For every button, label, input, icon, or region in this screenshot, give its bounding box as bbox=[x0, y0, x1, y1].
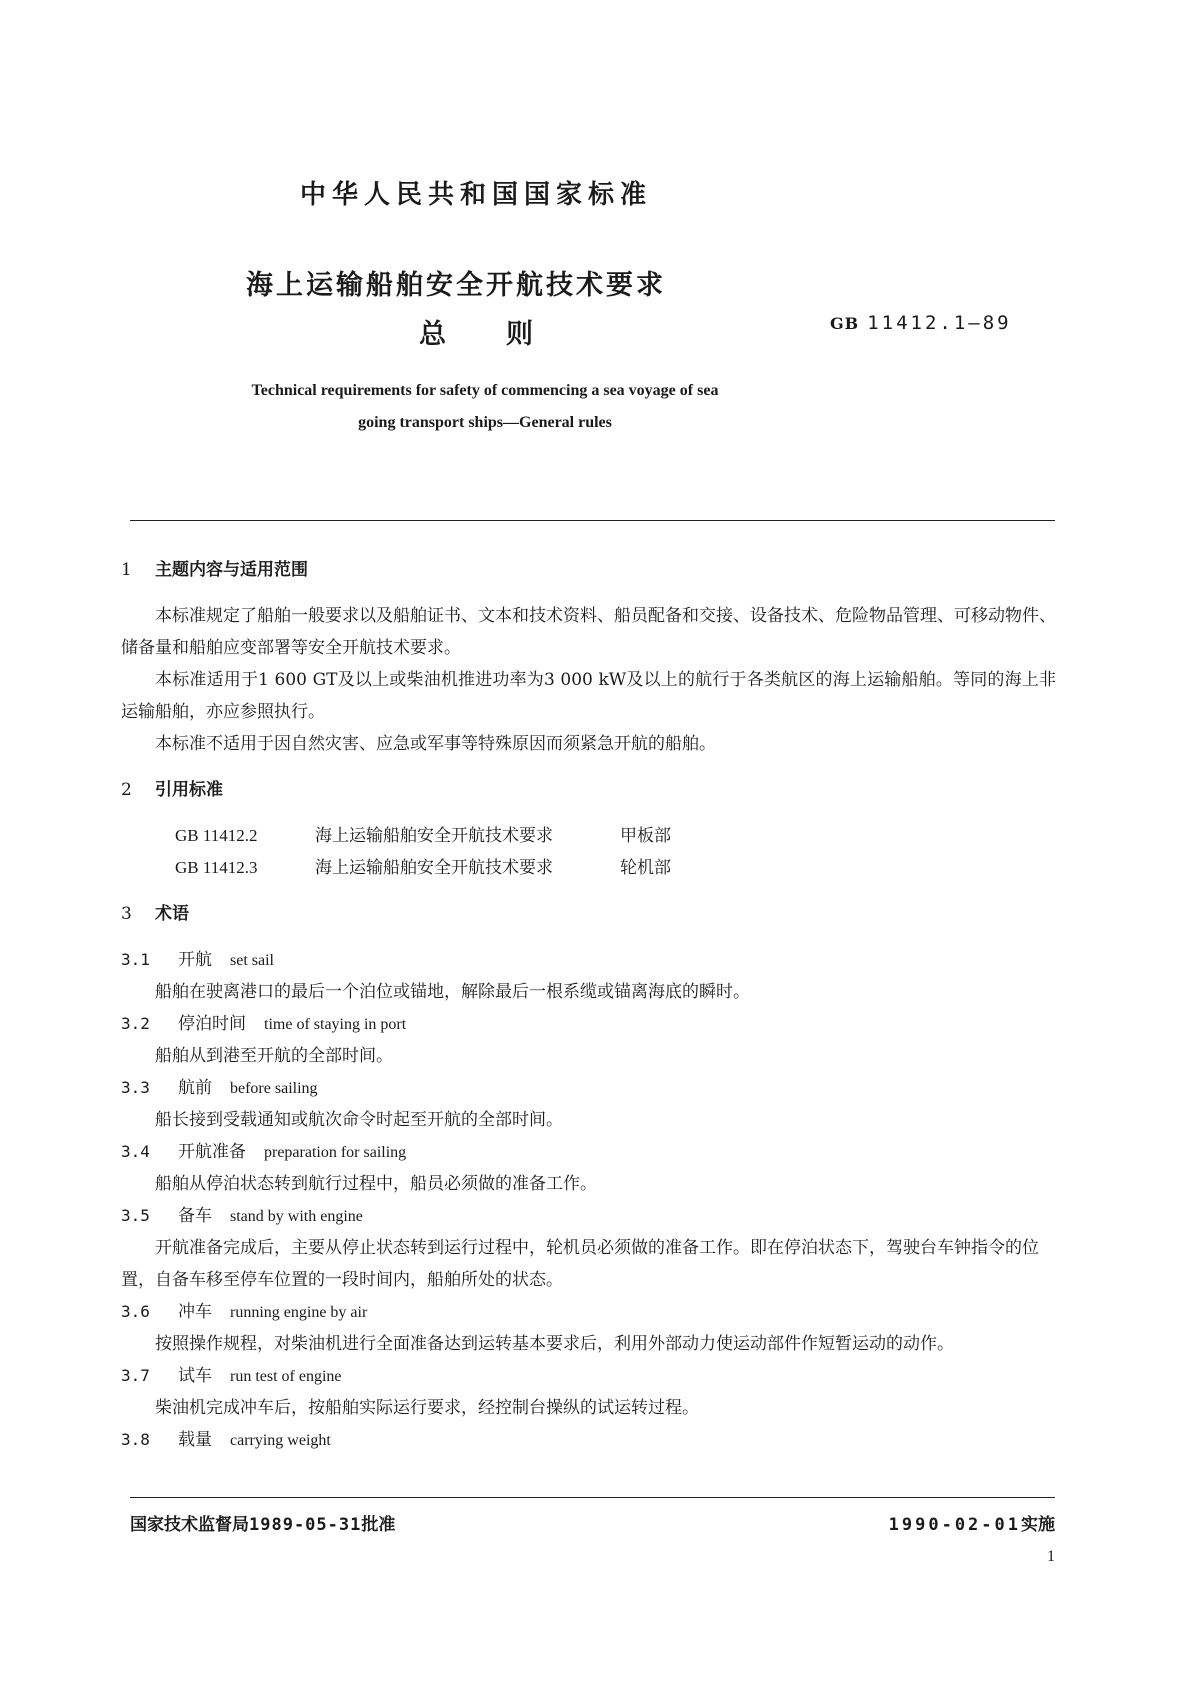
term-zh: 开航 bbox=[178, 950, 212, 970]
term-definition: 按照操作规程，对柴油机进行全面准备达到运转基本要求后，利用外部动力使运动部件作短暂运动的动作。 bbox=[155, 1334, 954, 1354]
standard-subtitle: 总则 bbox=[419, 319, 593, 350]
term-number: 3.3 bbox=[121, 1078, 150, 1097]
term-entry bbox=[121, 1072, 1056, 1104]
section-heading bbox=[121, 894, 1056, 934]
section-number: 1 bbox=[121, 560, 132, 580]
document-body bbox=[121, 550, 1056, 1456]
term-en: running engine by air bbox=[230, 1304, 368, 1321]
effective-label: 实施 bbox=[1021, 1515, 1055, 1535]
term-entry bbox=[121, 944, 1056, 976]
page-number: 1 bbox=[1047, 1548, 1055, 1565]
approval-line bbox=[130, 1510, 395, 1535]
term-entry bbox=[121, 1296, 1056, 1328]
section-title: 引用标准 bbox=[155, 780, 223, 800]
english-title: Technical requirements for safety of commencing a sea voyage of sea going transport ships—General rules bbox=[251, 382, 719, 431]
footer-divider bbox=[130, 1497, 1055, 1498]
term-entry bbox=[121, 1360, 1056, 1392]
section-title: 主题内容与适用范围 bbox=[155, 560, 308, 580]
reference-code: GB 11412.3 bbox=[175, 858, 258, 877]
term-definition: 开航准备完成后，主要从停止状态转到运行过程中，轮机员必须做的准备工作。即在停泊状态下，驾驶台车钟指令的位置，自备车移至停车位置的一段时间内，船舶所处的状态。 bbox=[121, 1238, 1039, 1290]
reference-title: 海上运输船舶安全开航技术要求 bbox=[315, 858, 553, 878]
term-definition: 柴油机完成冲车后，按船舶实际运行要求，经控制台操纵的试运转过程。 bbox=[155, 1398, 699, 1418]
reference-title: 海上运输船舶安全开航技术要求 bbox=[315, 826, 553, 846]
term-number: 3.6 bbox=[121, 1302, 150, 1321]
term-definition: 船舶从停泊状态转到航行过程中，船员必须做的准备工作。 bbox=[155, 1174, 597, 1194]
term-zh: 开航准备 bbox=[178, 1142, 246, 1162]
effective-date: 1990-02-01 bbox=[888, 1515, 1021, 1535]
term-zh: 载量 bbox=[178, 1430, 212, 1450]
term-zh: 试车 bbox=[178, 1366, 212, 1386]
header-divider bbox=[130, 520, 1055, 521]
issuer: 国家技术监督局 bbox=[130, 1515, 249, 1535]
term-en: carrying weight bbox=[230, 1432, 331, 1449]
section-number: 2 bbox=[121, 780, 132, 800]
term-zh: 航前 bbox=[178, 1078, 212, 1098]
term-number: 3.8 bbox=[121, 1430, 150, 1449]
term-zh: 冲车 bbox=[178, 1302, 212, 1322]
standard-number: 11412.1—89 bbox=[867, 312, 1012, 334]
reference-code: GB 11412.2 bbox=[175, 826, 258, 845]
effective-line bbox=[889, 1510, 1055, 1535]
section-heading bbox=[121, 550, 1056, 590]
national-standard-label: 中华人民共和国国家标准 bbox=[300, 180, 653, 210]
term-en: time of staying in port bbox=[264, 1016, 407, 1033]
standard-prefix: GB bbox=[830, 314, 860, 333]
term-number: 3.1 bbox=[121, 950, 150, 969]
term-en: stand by with engine bbox=[230, 1208, 363, 1225]
section-number: 3 bbox=[121, 904, 132, 924]
term-entry bbox=[121, 1424, 1056, 1456]
paragraph: 本标准不适用于因自然灾害、应急或军事等特殊原因而须紧急开航的船舶。 bbox=[155, 734, 716, 754]
term-zh: 停泊时间 bbox=[178, 1014, 246, 1034]
term-en: before sailing bbox=[230, 1080, 318, 1097]
term-entry bbox=[121, 1136, 1056, 1168]
reference-item bbox=[121, 820, 1056, 852]
term-number: 3.2 bbox=[121, 1014, 150, 1033]
term-zh: 备车 bbox=[178, 1206, 212, 1226]
standard-code bbox=[830, 312, 1012, 334]
reference-part: 甲板部 bbox=[620, 826, 671, 846]
section-heading bbox=[121, 770, 1056, 810]
paragraph: 本标准适用于1 600 GT及以上或柴油机推进功率为3 000 kW及以上的航行于各类航区的海上运输船舶。等同的海上非运输船舶，亦应参照执行。 bbox=[121, 670, 1056, 722]
reference-part: 轮机部 bbox=[620, 858, 671, 878]
standard-title: 海上运输船舶安全开航技术要求 bbox=[246, 270, 666, 301]
term-number: 3.4 bbox=[121, 1142, 150, 1161]
term-definition: 船舶在驶离港口的最后一个泊位或锚地，解除最后一根系缆或锚离海底的瞬时。 bbox=[155, 982, 750, 1002]
section-title: 术语 bbox=[155, 904, 189, 924]
term-definition: 船长接到受载通知或航次命令时起至开航的全部时间。 bbox=[155, 1110, 563, 1130]
term-number: 3.7 bbox=[121, 1366, 150, 1385]
term-en: preparation for sailing bbox=[264, 1144, 407, 1161]
term-en: run test of engine bbox=[230, 1368, 342, 1385]
term-en: set sail bbox=[230, 952, 274, 969]
paragraph: 本标准规定了船舶一般要求以及船舶证书、文本和技术资料、船员配备和交接、设备技术、危险物品管理、可移动物件、储备量和船舶应变部署等安全开航技术要求。 bbox=[121, 606, 1056, 658]
approve-label: 批准 bbox=[361, 1515, 396, 1535]
term-entry bbox=[121, 1008, 1056, 1040]
term-definition: 船舶从到港至开航的全部时间。 bbox=[155, 1046, 393, 1066]
approve-date: 1989-05-31 bbox=[249, 1515, 362, 1535]
reference-item bbox=[121, 852, 1056, 884]
term-number: 3.5 bbox=[121, 1206, 150, 1225]
term-entry bbox=[121, 1200, 1056, 1232]
